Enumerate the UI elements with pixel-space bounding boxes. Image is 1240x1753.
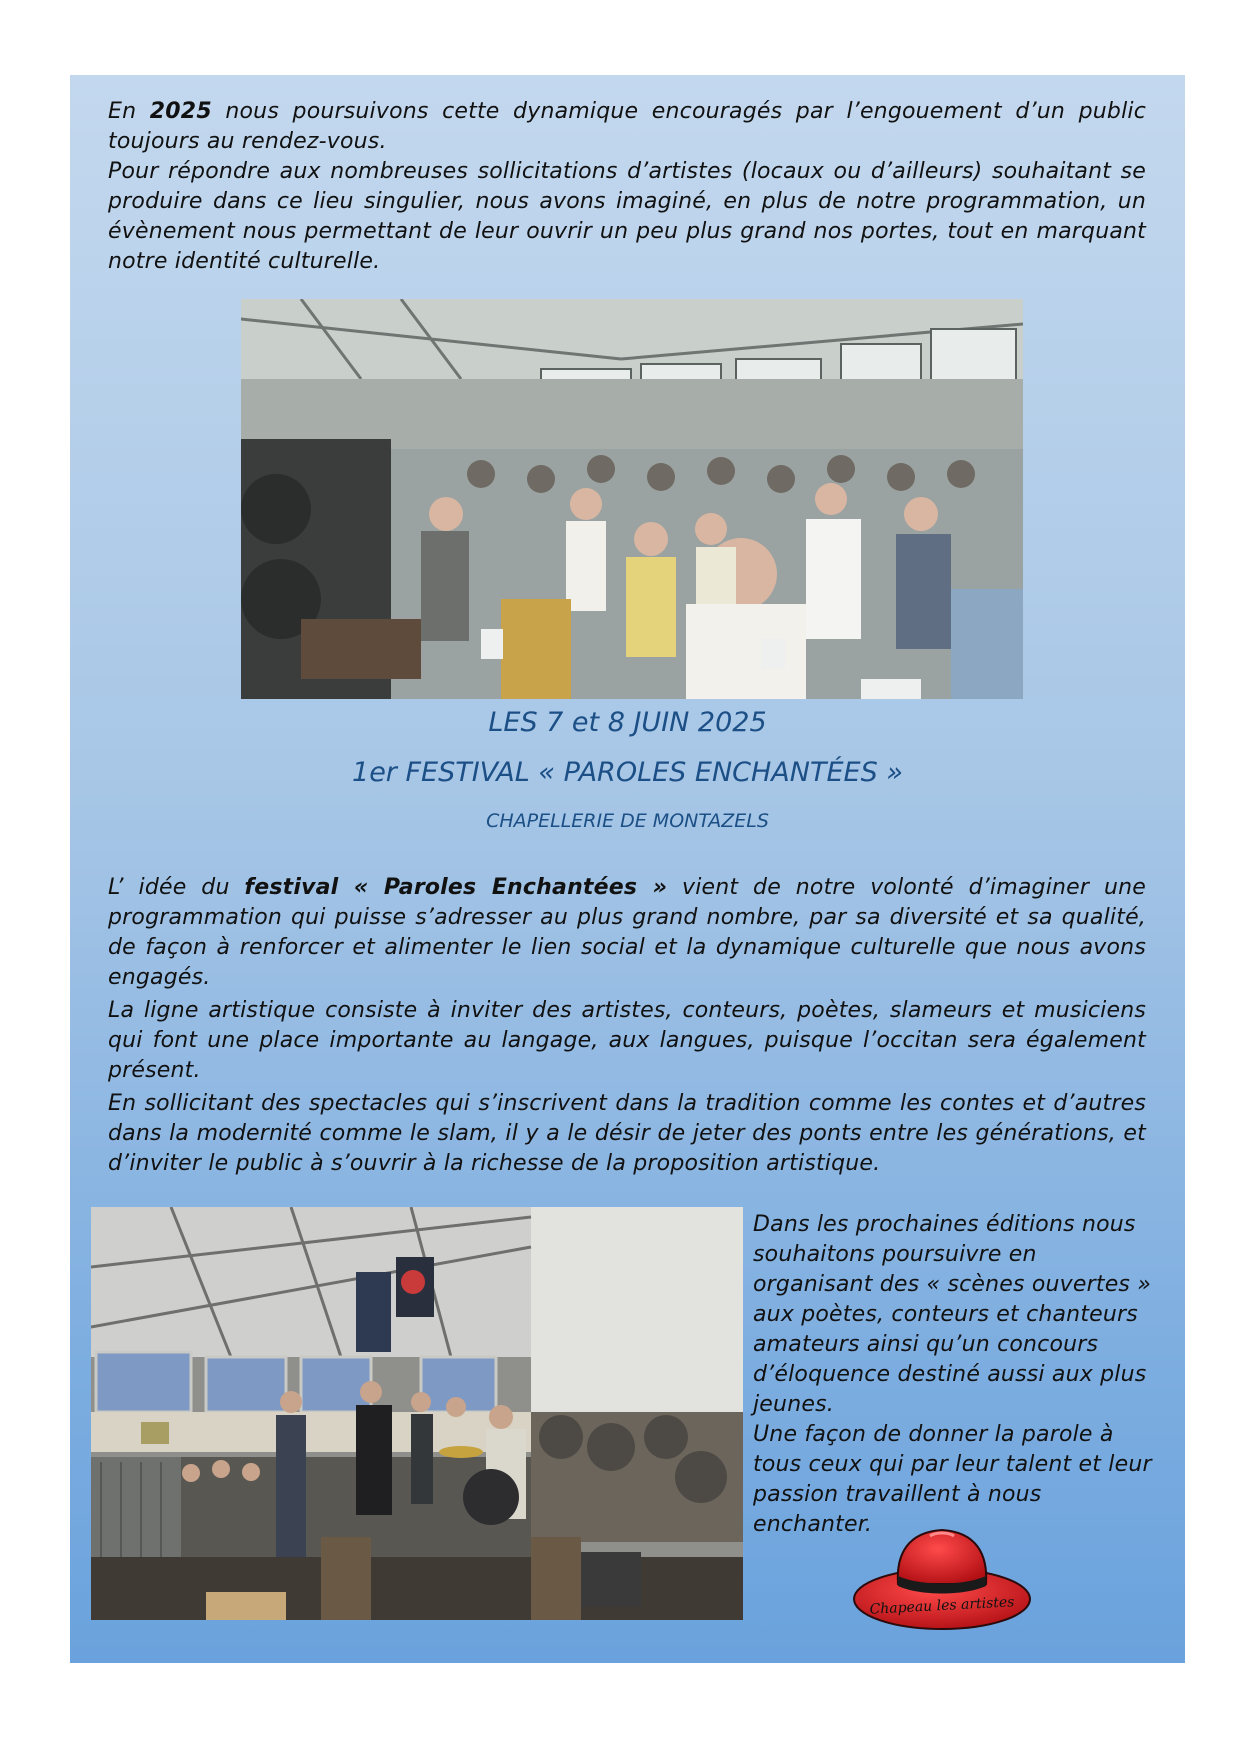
logo-text: Chapeau les artistes [869,1594,1015,1618]
festival-description [108,873,1146,1179]
body-paragraph-1: L’ idée du festival « Paroles Enchantées » vient de notre volonté d’imaginer une programmation qui puisse s’adresser au plus grand nombre, par sa diversité et sa qualité, de façon à renforcer et alimenter le lien social et la dynamique culturelle que nous avons engagés. [108,875,1146,990]
chapeau-logo [850,1524,1034,1632]
intro-paragraph-1: En 2025 nous poursuivons cette dynamique encouragés par l’engouement d’un public toujours au rendez-vous. [108,99,1146,154]
intro-paragraph-2: Pour répondre aux nombreuses sollicitations d’artistes (locaux ou d’ailleurs) souhaitant se produire dans ce lieu singulier, nous avons imaginé, en plus de notre programmation, un évènement nous permettant de leur ouvrir un peu plus grand nos portes, tout en marquant notre identité culturelle. [108,159,1146,274]
festival-venue: CHAPELLERIE DE MONTAZELS [486,810,769,832]
concert-photo [91,1207,743,1620]
body-paragraph-2: La ligne artistique consiste à inviter des artistes, conteurs, poètes, slameurs et musiciens qui font une place importante au langage, aux langues, puisque l’occitan sera également présent. [108,998,1146,1083]
page-panel [70,75,1185,1663]
side-paragraph-1: Dans les prochaines éditions nous souhaitons poursuivre en organisant des « scènes ouvertes » aux poètes, conteurs et chanteurs amateurs ainsi qu’un concours d’éloquence destiné aussi aux plus jeunes. [753,1212,1152,1417]
festival-dates: LES 7 et 8 JUIN 2025 [488,707,767,738]
audience-photo [241,299,1023,699]
intro-year: 2025 [149,99,212,124]
next-editions-text [753,1210,1163,1540]
intro-text [108,97,1146,277]
festival-name-inline: festival « Paroles Enchantées » [244,875,668,900]
festival-name: 1er FESTIVAL « PAROLES ENCHANTÉES » [352,757,903,788]
side-paragraph-2: Une façon de donner la parole à tous ceux qui par leur talent et leur passion travaillent à nous enchanter. [753,1422,1152,1537]
body-paragraph-3: En sollicitant des spectacles qui s’inscrivent dans la tradition comme les contes et d’autres dans la modernité comme le slam, il y a le désir de jeter des ponts entre les générations, et d’inviter le public à s’ouvrir à la richesse de la proposition artistique. [108,1091,1146,1176]
